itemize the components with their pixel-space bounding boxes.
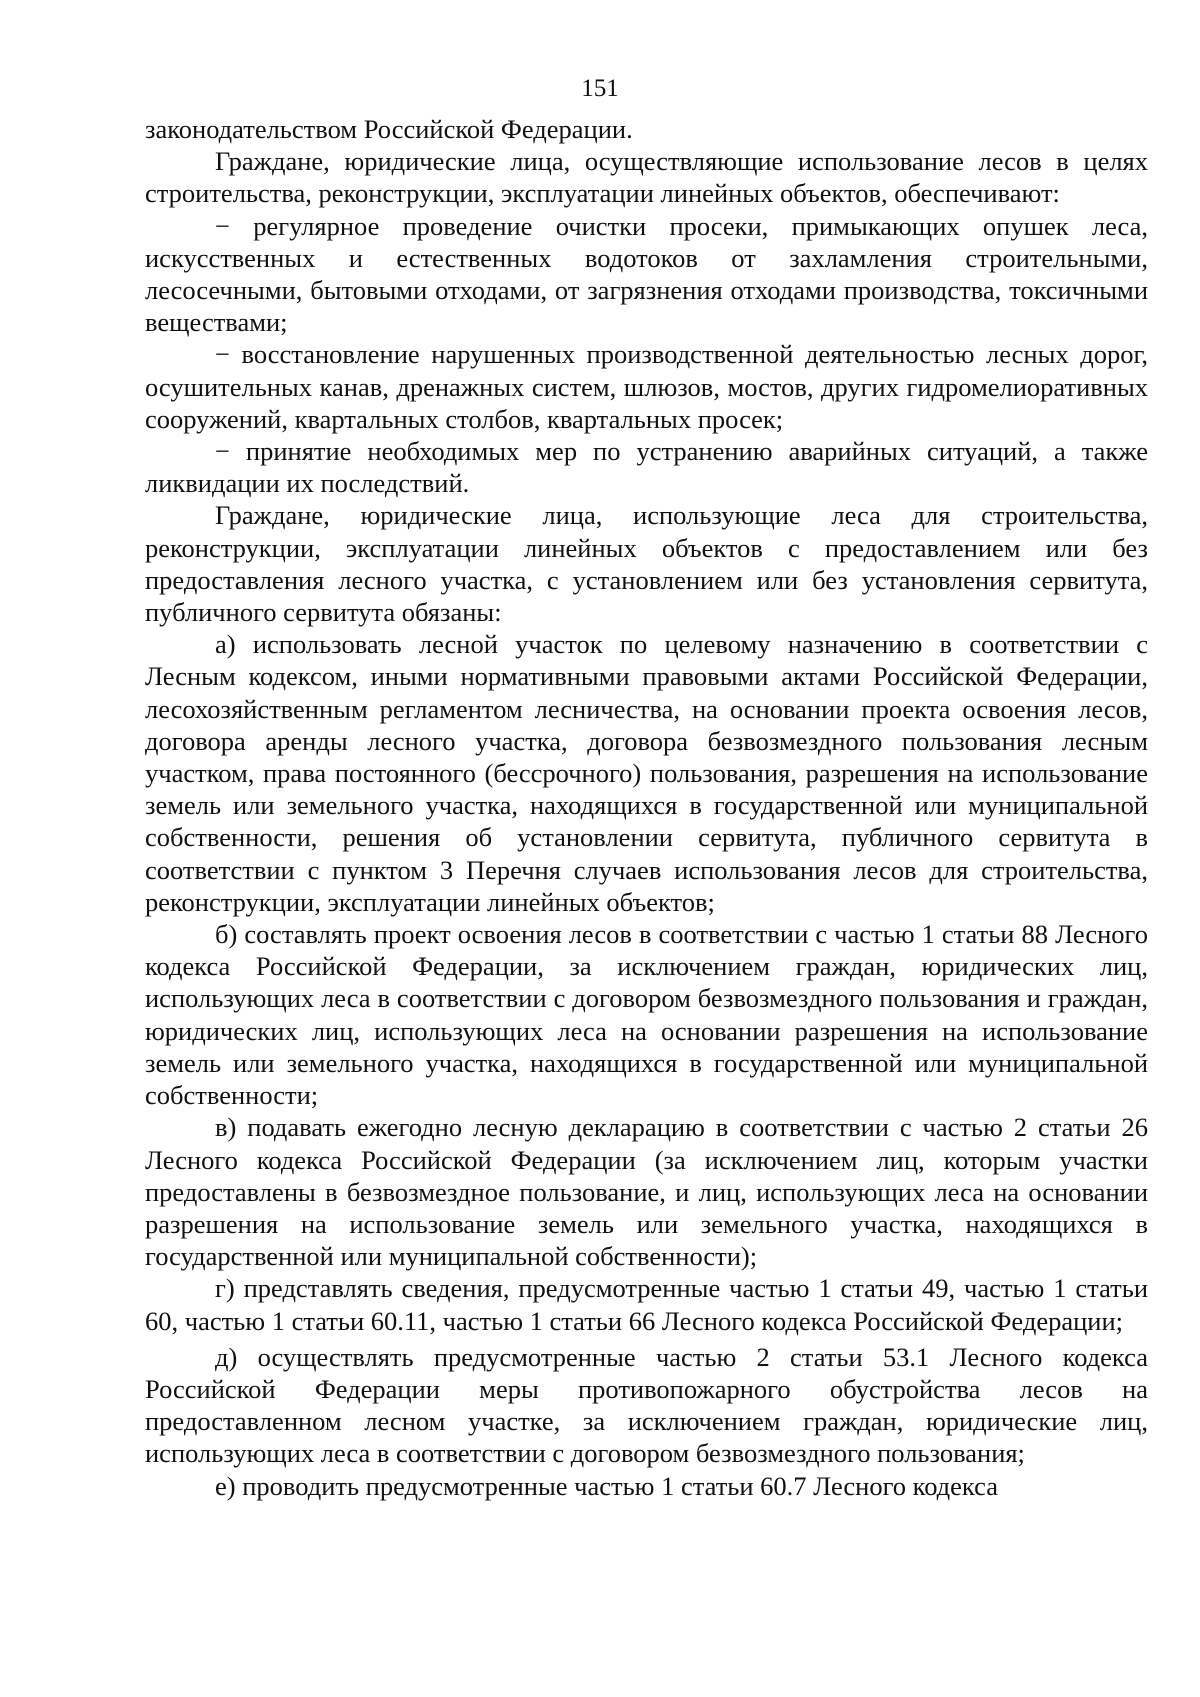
list-item: г) представлять сведения, предусмотренные частью 1 статьи 49, частью 1 статьи 60, частью 1 статьи 60.11, частью 1 статьи 66 Лесного кодекса Российской Федерации; (145, 1273, 1148, 1336)
document-body (145, 113, 1148, 1502)
paragraph: Граждане, юридические лица, осуществляющие использование лесов в целях строительства, реконструкции, эксплуатации линейных объектов, обеспечивают: (145, 146, 1148, 209)
list-item: − восстановление нарушенных производственной деятельностью лесных дорог, осушительных канав, дренажных систем, шлюзов, мостов, других гидромелиоративных сооружений, квартальных столбов, квартальных просек; (145, 339, 1148, 434)
list-item: б) составлять проект освоения лесов в соответствии с частью 1 статьи 88 Лесного кодекса Российской Федерации, за исключением граждан, юридических лиц, использующих леса в соответствии с договором безвозмездного пользования и граждан, юридических лиц, использующих леса на основании разрешения на использование земель или земельного участка, находящихся в государственной или муниципальной собственности; (145, 919, 1148, 1111)
list-item: − регулярное проведение очистки просеки, примыкающих опушек леса, искусственных и естественных водотоков от захламления строительными, лесосечными, бытовыми отходами, от загрязнения отходами производства, токсичными веществами; (145, 210, 1148, 338)
list-item: д) осуществлять предусмотренные частью 2 статьи 53.1 Лесного кодекса Российской Федерации меры противопожарного обустройства лесов на предоставленном лесном участке, за исключением граждан, юридические лиц, использующих леса в соответствии с договором безвозмездного пользования; (145, 1341, 1148, 1469)
paragraph: законодательством Российской Федерации. (145, 114, 633, 144)
list-item: − принятие необходимых мер по устранению аварийных ситуаций, а также ликвидации их последствий. (145, 436, 1148, 499)
page-number: 151 (581, 75, 619, 102)
paragraph: Граждане, юридические лица, использующие леса для строительства, реконструкции, эксплуатации линейных объектов с предоставлением или без предоставления лесного участка, с установлением или без установления сервитута, публичного сервитута обязаны: (145, 500, 1148, 628)
list-item: в) подавать ежегодно лесную декларацию в соответствии с частью 2 статьи 26 Лесного кодекса Российской Федерации (за исключением лиц, которым участки предоставлены в безвозмездное пользование, и лиц, использующих леса на основании разрешения на использование земель или земельного участка, находящихся в государственной или муниципальной собственности); (145, 1112, 1148, 1272)
list-item: е) проводить предусмотренные частью 1 статьи 60.7 Лесного кодекса (215, 1470, 998, 1501)
list-item: а) использовать лесной участок по целевому назначению в соответствии с Лесным кодексом, иными нормативными правовыми актами Российской Федерации, лесохозяйственным регламентом лесничества, на основании проекта освоения лесов, договора аренды лесного участка, договора безвозмездного пользования лесным участком, права постоянного (бессрочного) пользования, разрешения на использование земель или земельного участка, находящихся в государственной или муниципальной собственности, решения об установлении сервитута, публичного сервитута в соответствии с пунктом 3 Перечня случаев использования лесов для строительства, реконструкции, эксплуатации линейных объектов; (145, 629, 1148, 917)
